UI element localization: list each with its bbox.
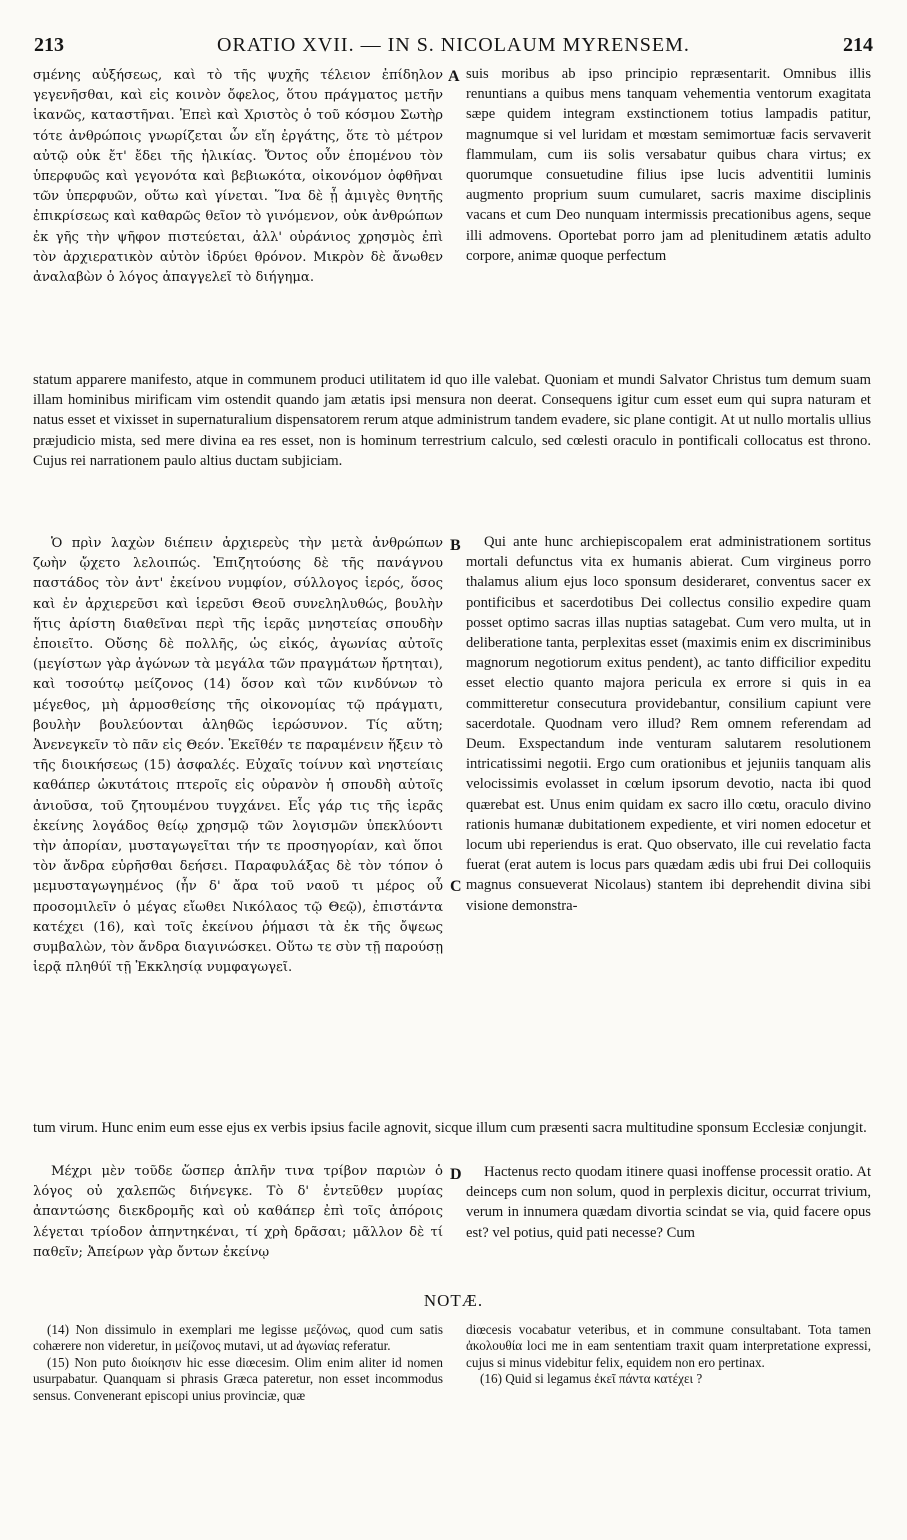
greek-column-section-3 xyxy=(33,1162,443,1263)
greek-paragraph: Ὁ πρὶν λαχὼν διέπειν ἀρχιερεὺς τὴν μετὰ ἀνθρώπων ζωὴν ᾤχετο λελοιπώς. Ἐπιζητούσης δὲ τῆς πανάγνου παστάδος τὸν ἀντ' ἐκείνου νυμφίον, σύλλογος ἱερός, ὅσος καὶ ἐν ἀρχιερεῦσι καὶ ἱερεῦσι Θεοῦ συνεληλυθώς, βουλὴν ἥτις ἀρίστη διαθεῖναι περὶ τῆς ἱερᾶς μνηστείας σπουδὴν ἐποιεῖτο. Οὔσης δὲ πολλῆς, ὡς εἰκός, ἀγωνίας αὐτοῖς (μεγίστων γὰρ ἀγώνων τὰ μεγάλα τῶν πραγμάτων ἤρτηται), καὶ τοσούτῳ μείζονος (14) ὅσον καὶ τῶν κινδύνων τὸ μέγεθος, μὴ ἁρμοσθείσης τῆς οἰκονομίας τῷ πράγματι, βουλὴν βουλεύονται ἀληθῶς ἱερώσυνον. Τίς αὕτη; Ἀνενεγκεῖν τὸ πᾶν εἰς Θεόν. Ἐκεῖθέν τε παραμένειν ἥξειν τὸ τῆς διοικήσεως (15) ἀσφαλές. Εὐχαῖς τοίνυν καὶ νηστείαις καθάπερ ὠκυτάτοις πτεροῖς εἰς οὐρανὸν ἡ σπουδὴ αὐτοῖς ἀνιοῦσα, τοῦ ζητουμένου τυγχάνει. Εἷς γάρ τις τῆς ἱερᾶς ἐκείνης λογάδος θείῳ χρησμῷ τῶν λογισμῶν ὑπεκλύοντι τὴν ἀπορίαν, μυσταγωγεῖται τήν τε προσηγορίαν, καὶ ὅποι τὸν ἄνδρα εὑρῆσθαι δεήσει. Παραφυλάξας δὲ τὸν τόπον ὁ μεμυσταγωγημένος (ἦν δ' ἄρα τοῦ ναοῦ τι μέρος οὗ προσομιλεῖν ὁ μέγας εἴωθει Νικόλαος τῷ Θεῷ), ἐπιστάντα κατέχει (16), καὶ τοῖς ἐκείνου ῥήμασι τὰ ἐκ τῆς ὄψεως συμβαλὼν, τὸν ἄνδρα διαγινώσκει. Οὕτω τε σὺν τῇ παρούσῃ ἱερᾷ πληθύϊ τῇ Ἐκκλησίᾳ νυμφαγωγεῖ. xyxy=(33,536,443,976)
footnote-15-continued: diœcesis vocabatur veteribus, et in commune consultabant. Tota tamen ἀκολουθία loci me in eam sententiam traxit quam interpretatione expressi, cujus si minus videbitur felix, equidem non ero pertinax. xyxy=(466,1322,871,1370)
greek-column-section-1 xyxy=(33,66,443,288)
latin-column-section-2 xyxy=(466,532,871,916)
running-title: ORATIO XVII. — IN S. NICOLAUM MYRENSEM. xyxy=(217,34,690,56)
page-number-left: 213 xyxy=(34,34,64,56)
latin-paragraph: Qui ante hunc archiepiscopalem erat administrationem sortitus mortali defunctus vita ex humanis abierat. Cum virgineus porro thalamus alium ejus loco sponsum desideraret, conventus sacer ex pontificibus et sacerdotibus Dei collectus consilio expedire quam posset optimo sacras illas nuptias satagebat. Cum vero multa, ut in deliberatione tanta, perplexitas esset (maximis enim ex discriminibus magnorum negotiorum exitus pendent), ac tanto difficilior expeditu esset electio quanto majora pericula ex errore si quis in ea committeretur consecutura providebantur, consilium capiunt vere sacerdotale. Quodnam vero illud? Rem omnem referendam ad Deum. Exspectandum inde venturam salutarem resolutionem intricatissimi negotii. Ergo cum orationibus et jejuniis tanquam alis velocissimis evolasset in cœlum ipsorum devotio, nacta ibi quod quærebat est. Unus enim quidam ex sacro illo cœtu, oraculo divino rationis humanæ dubitationem expediente, et viri nomen edocetur et locum ubi reperiendus is erat. Quo observato, ille cui revelatio facta fuerat (erat autem is locus pars quædam ædis ubi frui Dei colloquiis magnus consueverat Nicolaus) stantem ibi deprehendit divina sibi visione demonstra- xyxy=(466,534,871,914)
footnote-16: (16) Quid si legamus ἐκεῖ πάντα κατέχει ? xyxy=(480,1371,703,1387)
footnote-15: (15) Non puto διοίκησιν hic esse diœcesim. Olim enim aliter id nomen usurpabatur. Quanquam si phrasis Græca pateretur, non esset incommodus sensus. Convenerant episcopi unius provinciæ, quæ xyxy=(33,1354,443,1403)
latin-paragraph: suis moribus ab ipso principio repræsentarit. Omnibus illis renuntians a quibus mens tanquam vehementia ventorum exagitata sæpe quidem integram exstinctionem totius lampadis patitur, magnumque si vel luridam et mœstam semimortuæ facis servaverit flammulam, cum iis solis versabatur quibus chara virtus; ex quorumque consuetudine filius ipse lucis adventitii luminis augmento proprium suum cumularet, sacris maxime disciplinis vacans et cum Deo nunquam intermissis precationibus agens, seque illi admovens. Oportebat porro jam ad plenitudinem ætatis adulto corpore, animæ quoque perfectum xyxy=(466,66,871,264)
latin-paragraph: Hactenus recto quodam itinere quasi inoffense processit oratio. At deinceps cum non solum, quod in perplexis dicitur, occurrat trivium, verum in innumera quædam divortia scindat se via, quid facere opus est? vel potius, quid pati necesse? Cum xyxy=(466,1164,871,1241)
greek-paragraph: Μέχρι μὲν τοῦδε ὥσπερ ἁπλῆν τινα τρίβον παριὼν ὁ λόγος οὐ χαλεπῶς διήνεγκε. Τὸ δ' ἐντεῦθεν μυρίας ἀπαντώσης διεκδρομῆς καὶ οὐ καθάπερ ἐπὶ τοῖς ἀπόροις λέγεται τρίοδον ἀπηντηκέναι, τί χρὴ δρᾶσαι; μᾶλλον δὲ τί παθεῖν; Ἀπείρων γὰρ ὄντων ἐκείνῳ xyxy=(33,1164,443,1260)
latin-column-section-1 xyxy=(466,64,871,266)
page-header xyxy=(34,34,873,58)
latin-fullwidth-section-2 xyxy=(33,1118,871,1138)
notes-heading: NOTÆ. xyxy=(423,1291,484,1310)
greek-paragraph: σμένης αὐξήσεως, καὶ τὸ τῆς ψυχῆς τέλειον ἐπίδηλον γεγενῆσθαι, καὶ εἰς κοινὸν ὄφελος, ὅτου πράγματος μετῆν ἱκανῶς, καταστῆναι. Ἐπεὶ καὶ Χριστὸς ὁ τοῦ κόσμου Σωτὴρ τότε ἀνθρώποις γνωρίζεται ὧν εἴη ἐργάτης, ὅτε τὸ μέτρον αὐτῷ οὐκ ἔτ' ἔδει τῆς ἡλικίας. Ὄντος οὖν ἑπομένου τὸν ὑπερφυῶς καὶ γεγονότα καὶ βεβιωκότα, οἰκονόμον ὀφθῆναι τῶν ὑπερφυῶν, οὕτω καὶ γίνεται. Ἵνα δὲ ᾖ ἀμιγὲς θνητῆς ἐπικρίσεως καὶ καθαρῶς θεῖον τὸ γινόμενον, οὐκ ἀνθρώπων ἐκ γῆς τὴν ψῆφον πιστεύεται, ἀλλ' οὐράνιος χρησμὸς ἐπὶ τὸν ἀρχιερατικὸν αὐτὸν ἱδρύει θρόνον. Μικρὸν δὲ ἄνωθεν ἀναλαβὼν ὁ λόγος ἀπαγγελεῖ τὸ διήγημα. xyxy=(33,68,443,286)
latin-column-section-3 xyxy=(466,1162,871,1243)
notes-left-column xyxy=(33,1322,443,1404)
latin-paragraph: statum apparere manifesto, atque in communem produci utilitatem id quo ille valebat. Quoniam et mundi Salvator Christus tum demum suam illam hominibus mirificam vim ostendit quando jam ætatis ipsi mensura non deerat. Consequens igitur cum esset eum qui supra naturam et natus esset et vixisset in supernaturalium dispensatorem rerum atque administrum tandem evadere, sic plane contigit. At ut nullo mortalis ullius præjudicio mista, sed mere divina ea res esset, non is hominum terrestrium calculo, sed cœlesti oraculo in pontificali collocatus est throno. Cujus rei narrationem paulo altius ductam subjiciam. xyxy=(33,372,871,469)
notes-right-column xyxy=(466,1322,871,1388)
margin-marker-d: D xyxy=(450,1166,462,1183)
latin-paragraph: tum virum. Hunc enim eum esse ejus ex verbis ipsius facile agnovit, sicque illum cum præsenti sacra multitudine sponsum Ecclesiæ conjungit. xyxy=(33,1120,867,1136)
greek-column-section-2 xyxy=(33,534,443,978)
page-number-right: 214 xyxy=(843,34,873,56)
margin-marker-a: A xyxy=(448,68,460,85)
latin-fullwidth-section-1 xyxy=(33,370,871,471)
footnote-14: (14) Non dissimulo in exemplari me legisse μεζόνως, quod cum satis cohærere non videretur, in μείζονος mutavi, ut ad ἀγωνίας referatur. xyxy=(33,1322,443,1354)
margin-marker-c: C xyxy=(450,878,462,895)
margin-marker-b: B xyxy=(450,537,461,554)
